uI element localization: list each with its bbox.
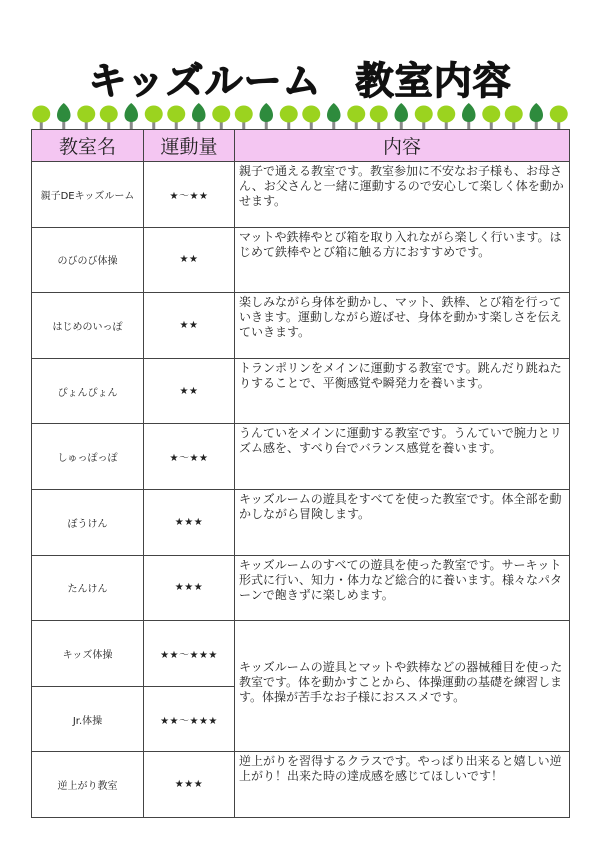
tree-icon <box>482 106 500 130</box>
class-name: はじめのいっぽ <box>32 293 144 359</box>
tree-icon <box>57 103 71 129</box>
class-table <box>31 129 570 818</box>
tree-icon <box>280 106 298 130</box>
exercise-amount: ★〜★★ <box>144 424 235 490</box>
title-class-content: 教室内容 <box>355 59 512 103</box>
exercise-amount: ★★〜★★★ <box>144 621 235 687</box>
exercise-amount: ★★ <box>144 227 235 293</box>
class-description: トランポリンをメインに運動する教室です。跳んだり跳ねたりすることで、平衡感覚や瞬発力を養います。 <box>235 358 570 424</box>
table-row <box>32 489 570 555</box>
exercise-amount: ★★★ <box>144 752 235 818</box>
exercise-amount: ★〜★★ <box>144 162 235 228</box>
tree-icon <box>77 106 95 130</box>
tree-icon <box>235 106 253 130</box>
table-row <box>32 752 570 818</box>
tree-icon <box>167 106 185 130</box>
class-description: 逆上がりを習得するクラスです。やっぱり出来ると嬉しい逆上がり！出来た時の達成感を感じてほしいです！ <box>235 752 570 818</box>
class-name: ぼうけん <box>32 489 144 555</box>
class-name: ぴょんぴょん <box>32 358 144 424</box>
header-exercise-amount: 運動量 <box>144 130 235 162</box>
tree-icon <box>192 103 206 129</box>
tree-icon <box>125 103 139 129</box>
tree-icon <box>505 106 523 130</box>
table-row <box>32 424 570 490</box>
tree-icon <box>415 106 433 130</box>
tree-icon <box>100 106 118 130</box>
exercise-amount: ★★ <box>144 358 235 424</box>
class-description: 親子で通える教室です。教室参加に不安なお子様も、お母さん、お父さんと一緒に運動するので安心して楽しく体を動かせます。 <box>235 162 570 228</box>
header-class-name: 教室名 <box>32 130 144 162</box>
class-name: 親子DEキッズルーム <box>32 162 144 228</box>
class-name: しゅっぽっぽ <box>32 424 144 490</box>
tree-icon <box>370 106 388 130</box>
class-description: キッズルームの遊具をすべてを使った教室です。体全部を動かしながら冒険します。 <box>235 489 570 555</box>
tree-icon <box>437 106 455 130</box>
tree-icon <box>302 106 320 130</box>
table-row <box>32 162 570 228</box>
tree-icon <box>462 103 476 129</box>
page-title <box>0 50 600 105</box>
class-description: マットや鉄棒やとび箱を取り入れながら楽しく行います。はじめて鉄棒やとび箱に触る方におすすめです。 <box>235 227 570 293</box>
class-description: 楽しみながら身体を動かし、マット、鉄棒、とび箱を行っていきます。運動しながら遊ばせ、身体を動かす楽しさを伝えていきます。 <box>235 293 570 359</box>
table-row <box>32 358 570 424</box>
exercise-amount: ★★★ <box>144 555 235 621</box>
class-name: のびのび体操 <box>32 227 144 293</box>
tree-icon <box>327 103 341 129</box>
table-header-row <box>32 130 570 162</box>
title-kids-room: キッズルーム <box>88 59 322 103</box>
tree-icon <box>145 106 163 130</box>
table-row <box>32 555 570 621</box>
exercise-amount: ★★★ <box>144 489 235 555</box>
tree-icon <box>530 103 544 129</box>
table-row <box>32 227 570 293</box>
tree-icon <box>32 106 50 130</box>
tree-icon <box>347 106 365 130</box>
class-description: キッズルームの遊具とマットや鉄棒などの器械種目を使った教室です。体を動かすことから、体操運動の基礎を練習します。体操が苦手なお子様におススメです。 <box>235 621 570 752</box>
class-name: たんけん <box>32 555 144 621</box>
tree-icon <box>260 103 274 129</box>
class-description: キッズルームのすべての遊具を使った教室です。サーキット形式に行い、知力・体力など総合的に養います。様々なパターンで飽きずに楽しめます。 <box>235 555 570 621</box>
class-name: Jr.体操 <box>32 686 144 752</box>
exercise-amount: ★★ <box>144 293 235 359</box>
exercise-amount: ★★〜★★★ <box>144 686 235 752</box>
table-row <box>32 621 570 687</box>
tree-icon <box>212 106 230 130</box>
class-name: キッズ体操 <box>32 621 144 687</box>
tree-border-decoration <box>30 100 570 130</box>
class-name: 逆上がり教室 <box>32 752 144 818</box>
class-description: うんていをメインに運動する教室です。うんていで腕力とリズム感を、すべり台でバランス感覚を養います。 <box>235 424 570 490</box>
tree-icon <box>395 103 409 129</box>
header-content: 内容 <box>235 130 570 162</box>
tree-icon <box>550 106 568 130</box>
table-row <box>32 293 570 359</box>
